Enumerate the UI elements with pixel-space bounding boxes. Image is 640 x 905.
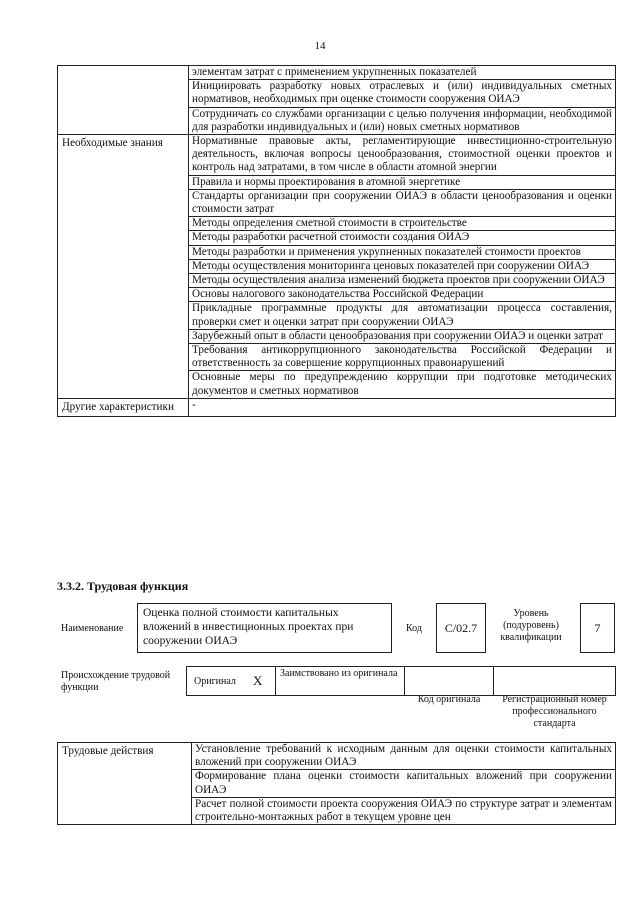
competency-table — [57, 65, 616, 417]
actions-label: Трудовые действия — [58, 743, 192, 825]
code-box: C/02.7 — [436, 603, 486, 653]
page-number: 14 — [314, 40, 326, 52]
section-title: 3.3.2. Трудовая функция — [57, 579, 189, 593]
other-label: Другие характеристики — [58, 398, 189, 416]
table-row — [58, 743, 616, 770]
table-row — [58, 66, 616, 80]
table-cell: Формирование плана оценки стоимости капитальных вложений при сооружении ОИАЭ — [192, 770, 616, 797]
table-cell: Стандарты организации при сооружении ОИАЭ в области ценообразования и оценки стоимости затрат — [189, 189, 616, 216]
original-label: Оригинал — [194, 676, 236, 687]
table-cell: Методы осуществления мониторинга ценовых показателей при сооружении ОИАЭ — [189, 259, 616, 273]
table-cell: Сотрудничать со службами организации с целью получения информации, необходимой для разработки индивидуальных и (или) новых сметных нормативов — [189, 107, 616, 134]
table-cell: элементам затрат с применением укрупненных показателей — [189, 66, 616, 80]
reg-number-box — [493, 666, 616, 696]
level-label: Уровень (подуровень) квалификации — [500, 608, 562, 643]
table-cell: Основы налогового законодательства Российской Федерации — [189, 288, 616, 302]
table-row — [58, 135, 616, 176]
reg-number-label: Регистрационный номер профессионального стандарта — [502, 694, 607, 729]
empty-label-cell — [58, 66, 189, 135]
table-cell: Установление требований к исходным данным для оценки стоимости капитальных вложений при сооружении ОИАЭ — [192, 743, 616, 770]
origin-label: Происхождение трудовой функции — [61, 670, 171, 693]
table-row — [58, 398, 616, 416]
original-mark: X — [253, 673, 263, 688]
table-cell: Инициировать разработку новых отраслевых и (или) индивидуальных сметных нормативов, необходимых при оценке стоимости сооружения ОИАЭ — [189, 80, 616, 107]
name-label: Наименование — [61, 623, 124, 634]
table-cell: Прикладные программные продукты для автоматизации процесса составления, проверки смет и оценки затрат при сооружении ОИАЭ — [189, 302, 616, 329]
table-cell: Зарубежный опыт в области ценообразования при сооружении ОИАЭ и оценки затрат — [189, 329, 616, 343]
level-box: 7 — [580, 603, 615, 653]
borrowed-box: Заимствовано из оригинала — [275, 666, 405, 696]
knowledge-label: Необходимые знания — [58, 135, 189, 399]
table-cell: Требования антикоррупционного законодательства Российской Федерации и ответственность за совершение коррупционных правонарушений — [189, 344, 616, 371]
labor-actions-table — [57, 742, 616, 825]
table-cell: Правила и нормы проектирования в атомной энергетике — [189, 175, 616, 189]
table-cell: Методы разработки и применения укрупненных показателей стоимости проектов — [189, 245, 616, 259]
table-cell: Методы осуществления анализа изменений бюджета проектов при сооружении ОИАЭ — [189, 274, 616, 288]
code-original-label: Код оригинала — [417, 694, 481, 705]
table-cell: Нормативные правовые акты, регламентирующие инвестиционно-строительную деятельность, включая вопросы ценообразования, стоимостной оценки проектов и контроль над затратами, в том числе в области атомной энергии — [189, 135, 616, 176]
table-cell: Основные меры по предупреждению коррупции при подготовке методических документов и сметных нормативов — [189, 371, 616, 398]
function-name-box: Оценка полной стоимости капитальных вложений в инвестиционных проектах при сооружении ОИАЭ — [137, 603, 392, 653]
table-cell: Методы определения сметной стоимости в строительстве — [189, 217, 616, 231]
table-cell: Методы разработки расчетной стоимости создания ОИАЭ — [189, 231, 616, 245]
table-cell: Расчет полной стоимости проекта сооружения ОИАЭ по структуре затрат и элементам строительно-монтажных работ в текущем уровне цен — [192, 797, 616, 824]
code-label: Код — [406, 623, 422, 634]
other-value: - — [189, 398, 616, 416]
code-original-box — [404, 666, 494, 696]
original-box — [186, 666, 276, 696]
